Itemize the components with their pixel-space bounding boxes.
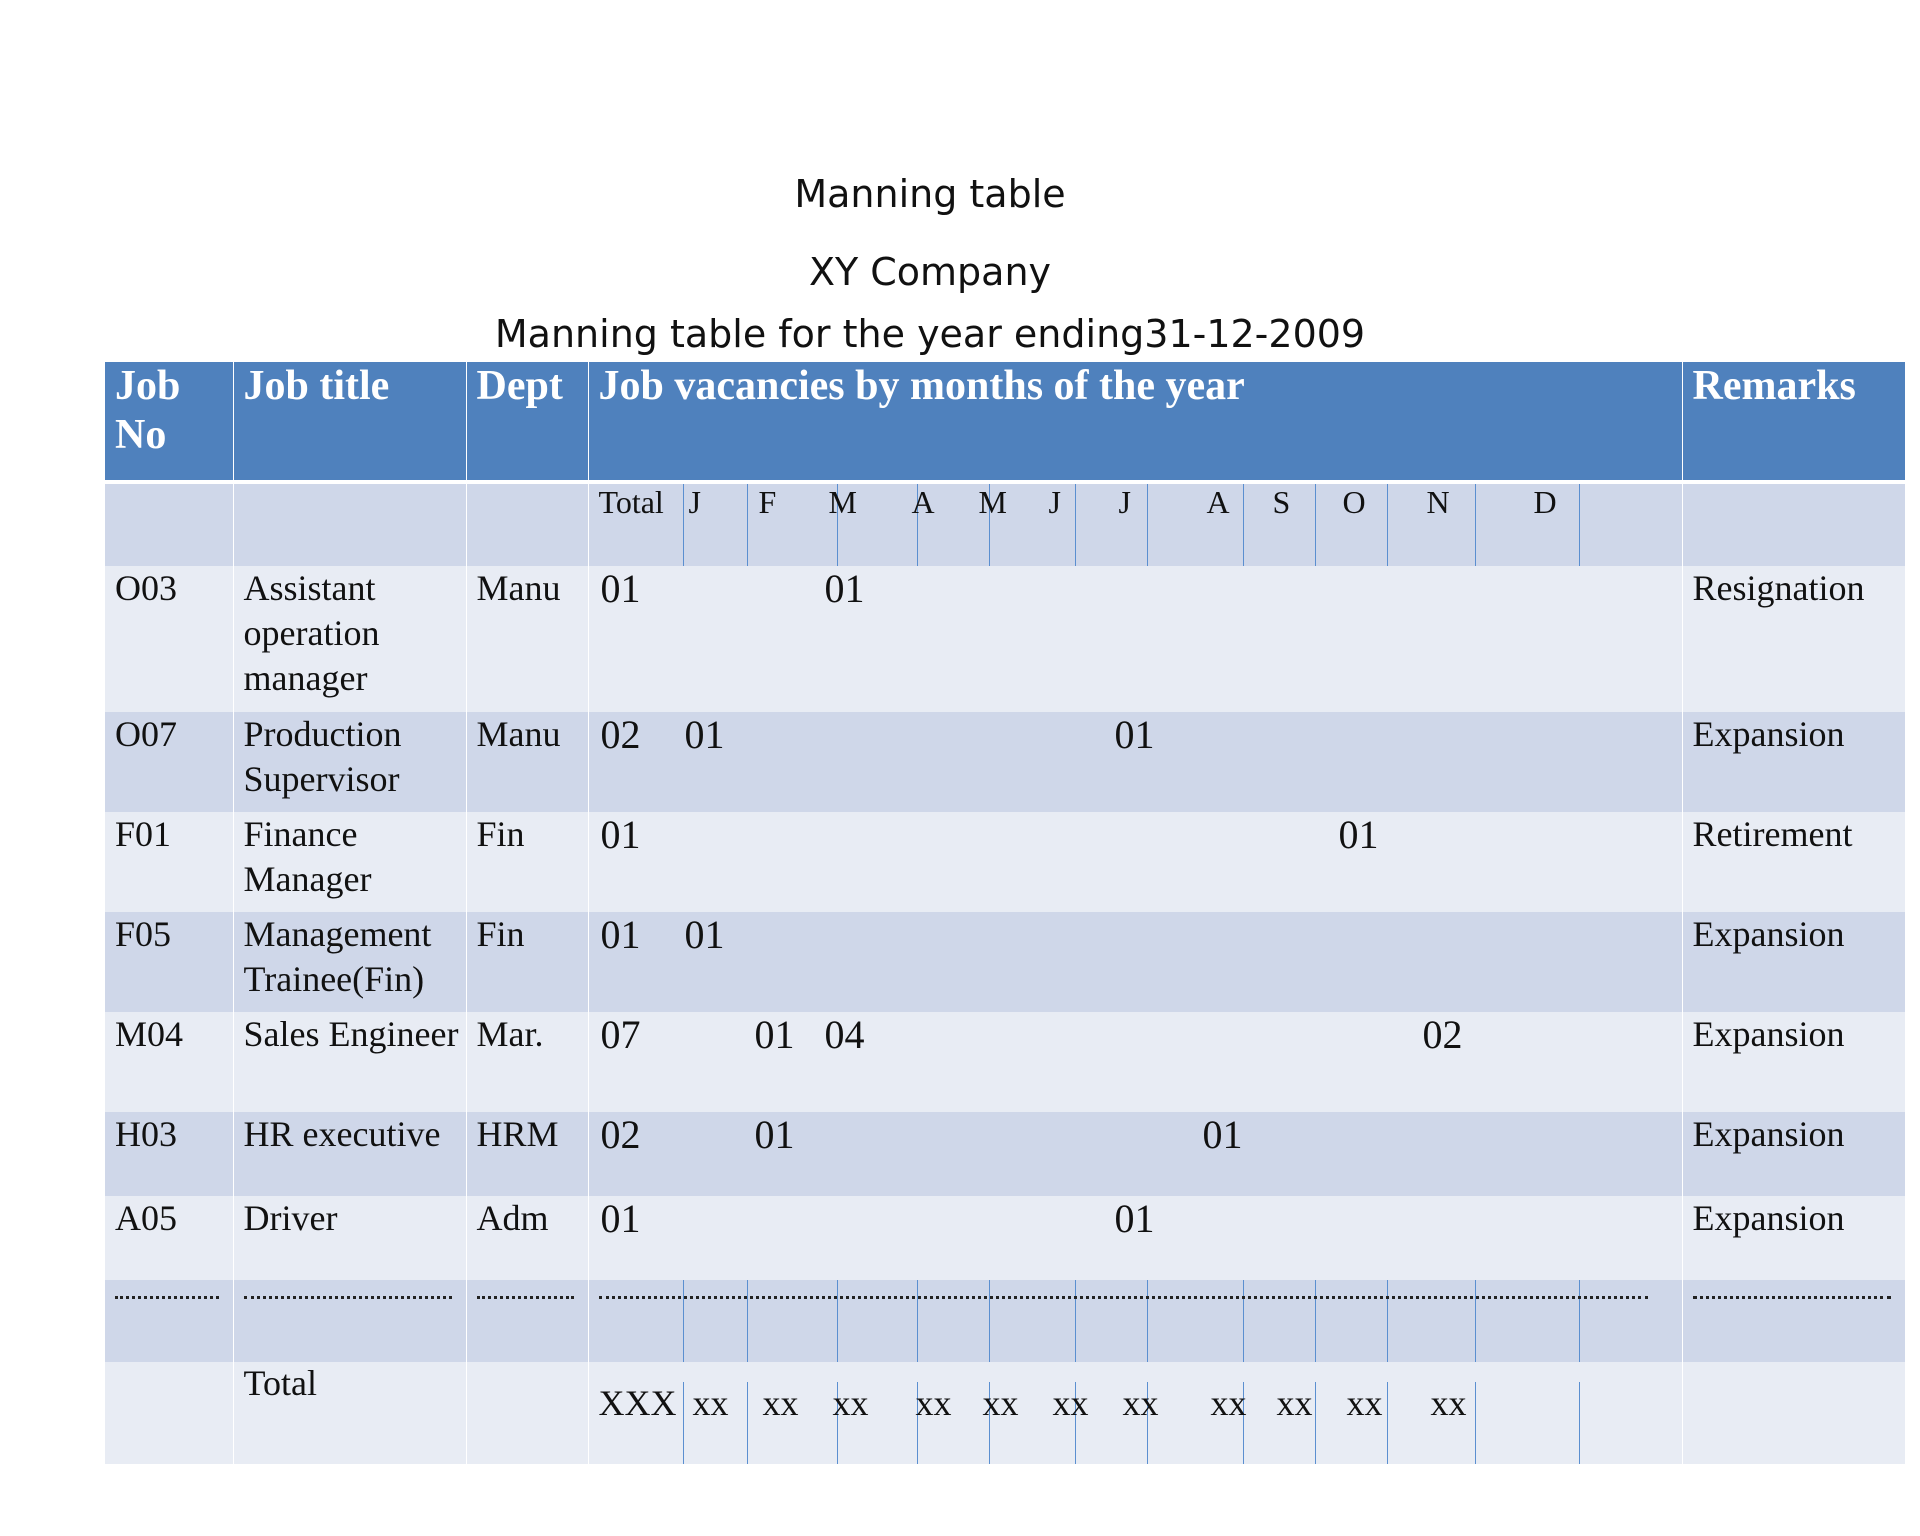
month-label: F xyxy=(758,484,777,520)
job-no-cell: F05 xyxy=(105,912,233,1012)
continuation-cell xyxy=(233,1280,466,1362)
job-title-cell: Driver xyxy=(233,1196,466,1280)
row-total-value: 01 xyxy=(600,566,641,611)
table-row xyxy=(105,712,1905,812)
row-total-value: 01 xyxy=(600,812,641,857)
company-name: XY Company xyxy=(808,250,1052,294)
month-value: 01 xyxy=(1202,1112,1243,1157)
month-divider-line xyxy=(1075,484,1076,566)
month-divider-line xyxy=(683,484,684,566)
month-label: N xyxy=(1426,484,1450,520)
dept-cell: Mar. xyxy=(466,1012,588,1112)
dept-cell: HRM xyxy=(466,1112,588,1196)
empty-cell xyxy=(105,482,233,566)
month-divider-line xyxy=(1315,484,1316,566)
continuation-cell xyxy=(588,1280,1682,1362)
header-dept: Dept xyxy=(466,362,588,482)
month-label: M xyxy=(828,484,857,520)
dept-cell: Fin xyxy=(466,812,588,912)
remarks-cell: Expansion xyxy=(1682,1196,1905,1280)
month-value: 01 xyxy=(1338,812,1379,857)
vacancy-strip xyxy=(588,812,1682,912)
month-value: 01 xyxy=(824,566,865,611)
month-total-value: xx xyxy=(1052,1383,1089,1423)
month-value: 01 xyxy=(754,1112,795,1157)
continuation-cell xyxy=(466,1280,588,1362)
table-row xyxy=(105,1012,1905,1112)
subheader-total: Total xyxy=(598,484,664,520)
table-row xyxy=(105,1112,1905,1196)
header-job-no: Job No xyxy=(105,362,233,482)
row-total-value: 02 xyxy=(600,1112,641,1157)
month-value: 01 xyxy=(754,1012,795,1057)
job-no-cell: M04 xyxy=(105,1012,233,1112)
dotted-leader xyxy=(599,1280,1648,1299)
months-header-row xyxy=(105,482,1905,566)
month-strip xyxy=(588,482,1682,566)
dept-cell: Manu xyxy=(466,712,588,812)
empty-cell xyxy=(105,1362,233,1464)
remarks-cell: Expansion xyxy=(1682,1112,1905,1196)
table-row xyxy=(105,566,1905,712)
total-strip xyxy=(588,1362,1682,1464)
dept-cell: Manu xyxy=(466,566,588,712)
month-label: A xyxy=(911,484,935,520)
continuation-cell xyxy=(105,1280,233,1362)
job-title-cell: Sales Engineer xyxy=(233,1012,466,1112)
month-divider-line xyxy=(1579,484,1580,566)
month-total-value: xx xyxy=(1430,1383,1467,1423)
job-no-cell: F01 xyxy=(105,812,233,912)
table-subtitle: Manning table for the year ending31-12-2009 xyxy=(494,312,1366,356)
month-label: J xyxy=(1118,484,1131,520)
month-value: 01 xyxy=(1114,712,1155,757)
month-value: 04 xyxy=(824,1012,865,1057)
month-total-value: xx xyxy=(1276,1383,1313,1423)
job-no-cell: H03 xyxy=(105,1112,233,1196)
manning-table xyxy=(105,362,1905,1464)
table-row xyxy=(105,812,1905,912)
month-label: D xyxy=(1533,484,1557,520)
header-row xyxy=(105,362,1905,482)
month-total-value: xx xyxy=(832,1383,869,1423)
month-value: 01 xyxy=(1114,1196,1155,1241)
job-title-cell: Production Supervisor xyxy=(233,712,466,812)
continuation-cell xyxy=(1682,1280,1905,1362)
remarks-cell: Expansion xyxy=(1682,1012,1905,1112)
remarks-cell: Expansion xyxy=(1682,912,1905,1012)
row-total-value: 02 xyxy=(600,712,641,757)
table-row xyxy=(105,912,1905,1012)
month-divider-line xyxy=(1315,1382,1316,1464)
month-total-value: xx xyxy=(1346,1383,1383,1423)
job-title-cell: Finance Manager xyxy=(233,812,466,912)
month-total-value: xx xyxy=(982,1383,1019,1423)
empty-cell xyxy=(466,482,588,566)
month-value: 01 xyxy=(684,912,725,957)
continuation-row xyxy=(105,1280,1905,1362)
header-remarks: Remarks xyxy=(1682,362,1905,482)
vacancy-strip xyxy=(588,1112,1682,1196)
row-total-value: 07 xyxy=(600,1012,641,1057)
row-total-value: 01 xyxy=(600,912,641,957)
month-label: J xyxy=(1048,484,1061,520)
dept-cell: Fin xyxy=(466,912,588,1012)
job-title-cell: Management Trainee(Fin) xyxy=(233,912,466,1012)
dotted-leader xyxy=(244,1280,452,1299)
job-title-cell: HR executive xyxy=(233,1112,466,1196)
month-divider-line xyxy=(1243,484,1244,566)
month-label: O xyxy=(1342,484,1366,520)
month-value: 02 xyxy=(1422,1012,1463,1057)
month-label: S xyxy=(1272,484,1291,520)
month-divider-line xyxy=(683,1382,684,1464)
month-divider-line xyxy=(1475,1382,1476,1464)
vacancy-strip xyxy=(588,1196,1682,1280)
dotted-leader xyxy=(115,1280,219,1299)
empty-cell xyxy=(466,1362,588,1464)
month-value: 01 xyxy=(684,712,725,757)
month-divider-line xyxy=(1475,484,1476,566)
total-row xyxy=(105,1362,1905,1464)
month-total-value: xx xyxy=(762,1383,799,1423)
month-label: M xyxy=(978,484,1007,520)
dept-cell: Adm xyxy=(466,1196,588,1280)
month-total-value: xx xyxy=(1122,1383,1159,1423)
month-divider-line xyxy=(747,484,748,566)
job-no-cell: A05 xyxy=(105,1196,233,1280)
month-divider-line xyxy=(1387,484,1388,566)
job-title-cell: Assistant operation manager xyxy=(233,566,466,712)
vacancy-strip xyxy=(588,712,1682,812)
job-no-cell: O03 xyxy=(105,566,233,712)
header-job-title: Job title xyxy=(233,362,466,482)
month-total-value: xx xyxy=(1210,1383,1247,1423)
table-row xyxy=(105,1196,1905,1280)
empty-cell xyxy=(1682,1362,1905,1464)
vacancy-strip xyxy=(588,1012,1682,1112)
empty-cell xyxy=(233,482,466,566)
remarks-cell: Retirement xyxy=(1682,812,1905,912)
total-label: Total xyxy=(233,1362,466,1464)
dotted-leader xyxy=(477,1280,574,1299)
remarks-cell: Resignation xyxy=(1682,566,1905,712)
vacancy-strip xyxy=(588,566,1682,712)
grand-total-value: XXX xyxy=(598,1383,677,1423)
month-label: J xyxy=(688,484,701,520)
month-total-value: xx xyxy=(915,1383,952,1423)
month-divider-line xyxy=(1579,1382,1580,1464)
month-divider-line xyxy=(1147,484,1148,566)
remarks-cell: Expansion xyxy=(1682,712,1905,812)
header-vacancies: Job vacancies by months of the year xyxy=(588,362,1682,482)
dotted-leader xyxy=(1693,1280,1892,1299)
row-total-value: 01 xyxy=(600,1196,641,1241)
job-no-cell: O07 xyxy=(105,712,233,812)
empty-cell xyxy=(1682,482,1905,566)
month-divider-line xyxy=(747,1382,748,1464)
month-divider-line xyxy=(1387,1382,1388,1464)
month-total-value: xx xyxy=(692,1383,729,1423)
title-manning-table: Manning table xyxy=(794,172,1066,216)
vacancy-strip xyxy=(588,912,1682,1012)
month-label: A xyxy=(1206,484,1230,520)
